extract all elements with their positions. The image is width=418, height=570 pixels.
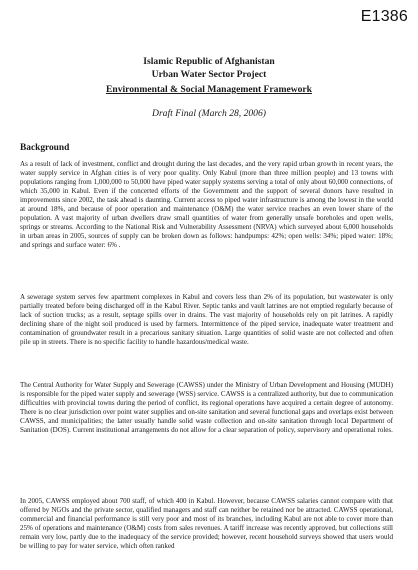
draft-date: Draft Final (March 28, 2006) (152, 108, 266, 119)
document-id: E1386 (360, 8, 408, 25)
header-project: Urban Water Sector Project (151, 69, 267, 80)
paragraph-2: A sewerage system serves few apartment complexes in Kabul and covers less than 2% of its population, but wastewater is only partially treated before being discharged off in the Kabul River. Septic tanks and vault latrines are not emptied regularly because of lack of suction trucks; as a result, septage spills over in drains. The vast majority of households rely on pit latrines. A rapidly declining share of the night soil produced is used by farmers. Intermittence of the piped service, inadequate water treatment and contamination of groundwater result in a precarious sanitary situation. Large quantities of solid waste are not collected and often pile up in streets. There is no specific facility to handle hazardous/medical waste. (20, 293, 393, 347)
paragraph-4: In 2005, CAWSS employed about 700 staff, of which 400 in Kabul. However, because CAWSS salaries cannot compare with that offered by NGOs and the private sector, qualified managers and staff can neither be retained nor be attracted. CAWSS operational, commercial and financial performance is still very poor and most of its branches, including Kabul are not able to cover more than 25% of operations and maintenance (O&M) costs from sales revenues. A tariff increase was recently approved, but collections still remain very low, partly due to the inadequacy of the service provided; however, recent household surveys showed that users would be willing to pay for water service, which often ranked (20, 497, 393, 551)
section-title: Background (20, 143, 70, 153)
paragraph-1: As a result of lack of investment, conflict and drought during the last decades, and the very rapid urban growth in recent years, the water supply service in Afghan cities is of very poor quality. Only Kabul (more than three million people) and 13 towns with populations ranging from 1,000,000 to 50,000 have piped water supply systems serving a total of only about 60,000 connections, of which 35,000 in Kabul. Even if the concerted efforts of the Government and the support of several donors have resulted in improvements since 2002, the task ahead is daunting. Current access to piped water infrastructure is among the lowest in the world at around 18%, and because of poor operation and maintenance (O&M) the water service reaches an even lower share of the population. A vast majority of urban dwellers draw small quantities of water from generally unsafe boreholes and open wells, springs or streams. According to the National Risk and Vulnerability Assessment (NRVA) which surveyed about 6,000 households in urban areas in 2005, sources of supply can be broken down as follows: handpumps: 42%; open wells: 34%; piped water: 18%; and springs and surface water: 6% . (20, 160, 393, 250)
paragraph-3: The Central Authority for Water Supply and Sewerage (CAWSS) under the Ministry of Urban Development and Housing (MUDH) is responsible for the piped water supply and sewerage (WSS) service. CAWSS is a centralized authority, but due to communication difficulties with provincial towns during the period of conflict, its regional operations have acquired a certain degree of autonomy. There is no clear jurisdiction over point water supplies and on-site sanitation and several functional gaps and overlaps exist between CAWSS, and municipalities; the latter usually handle solid waste collection and on-site sanitation through local Department of Sanitation (DOS). Current institutional arrangements do not allow for a clear separation of policy, supervisory and operational roles. (20, 381, 393, 435)
header-country: Islamic Republic of Afghanistan (143, 56, 275, 67)
header-framework: Environmental & Social Management Framework (105, 84, 313, 95)
